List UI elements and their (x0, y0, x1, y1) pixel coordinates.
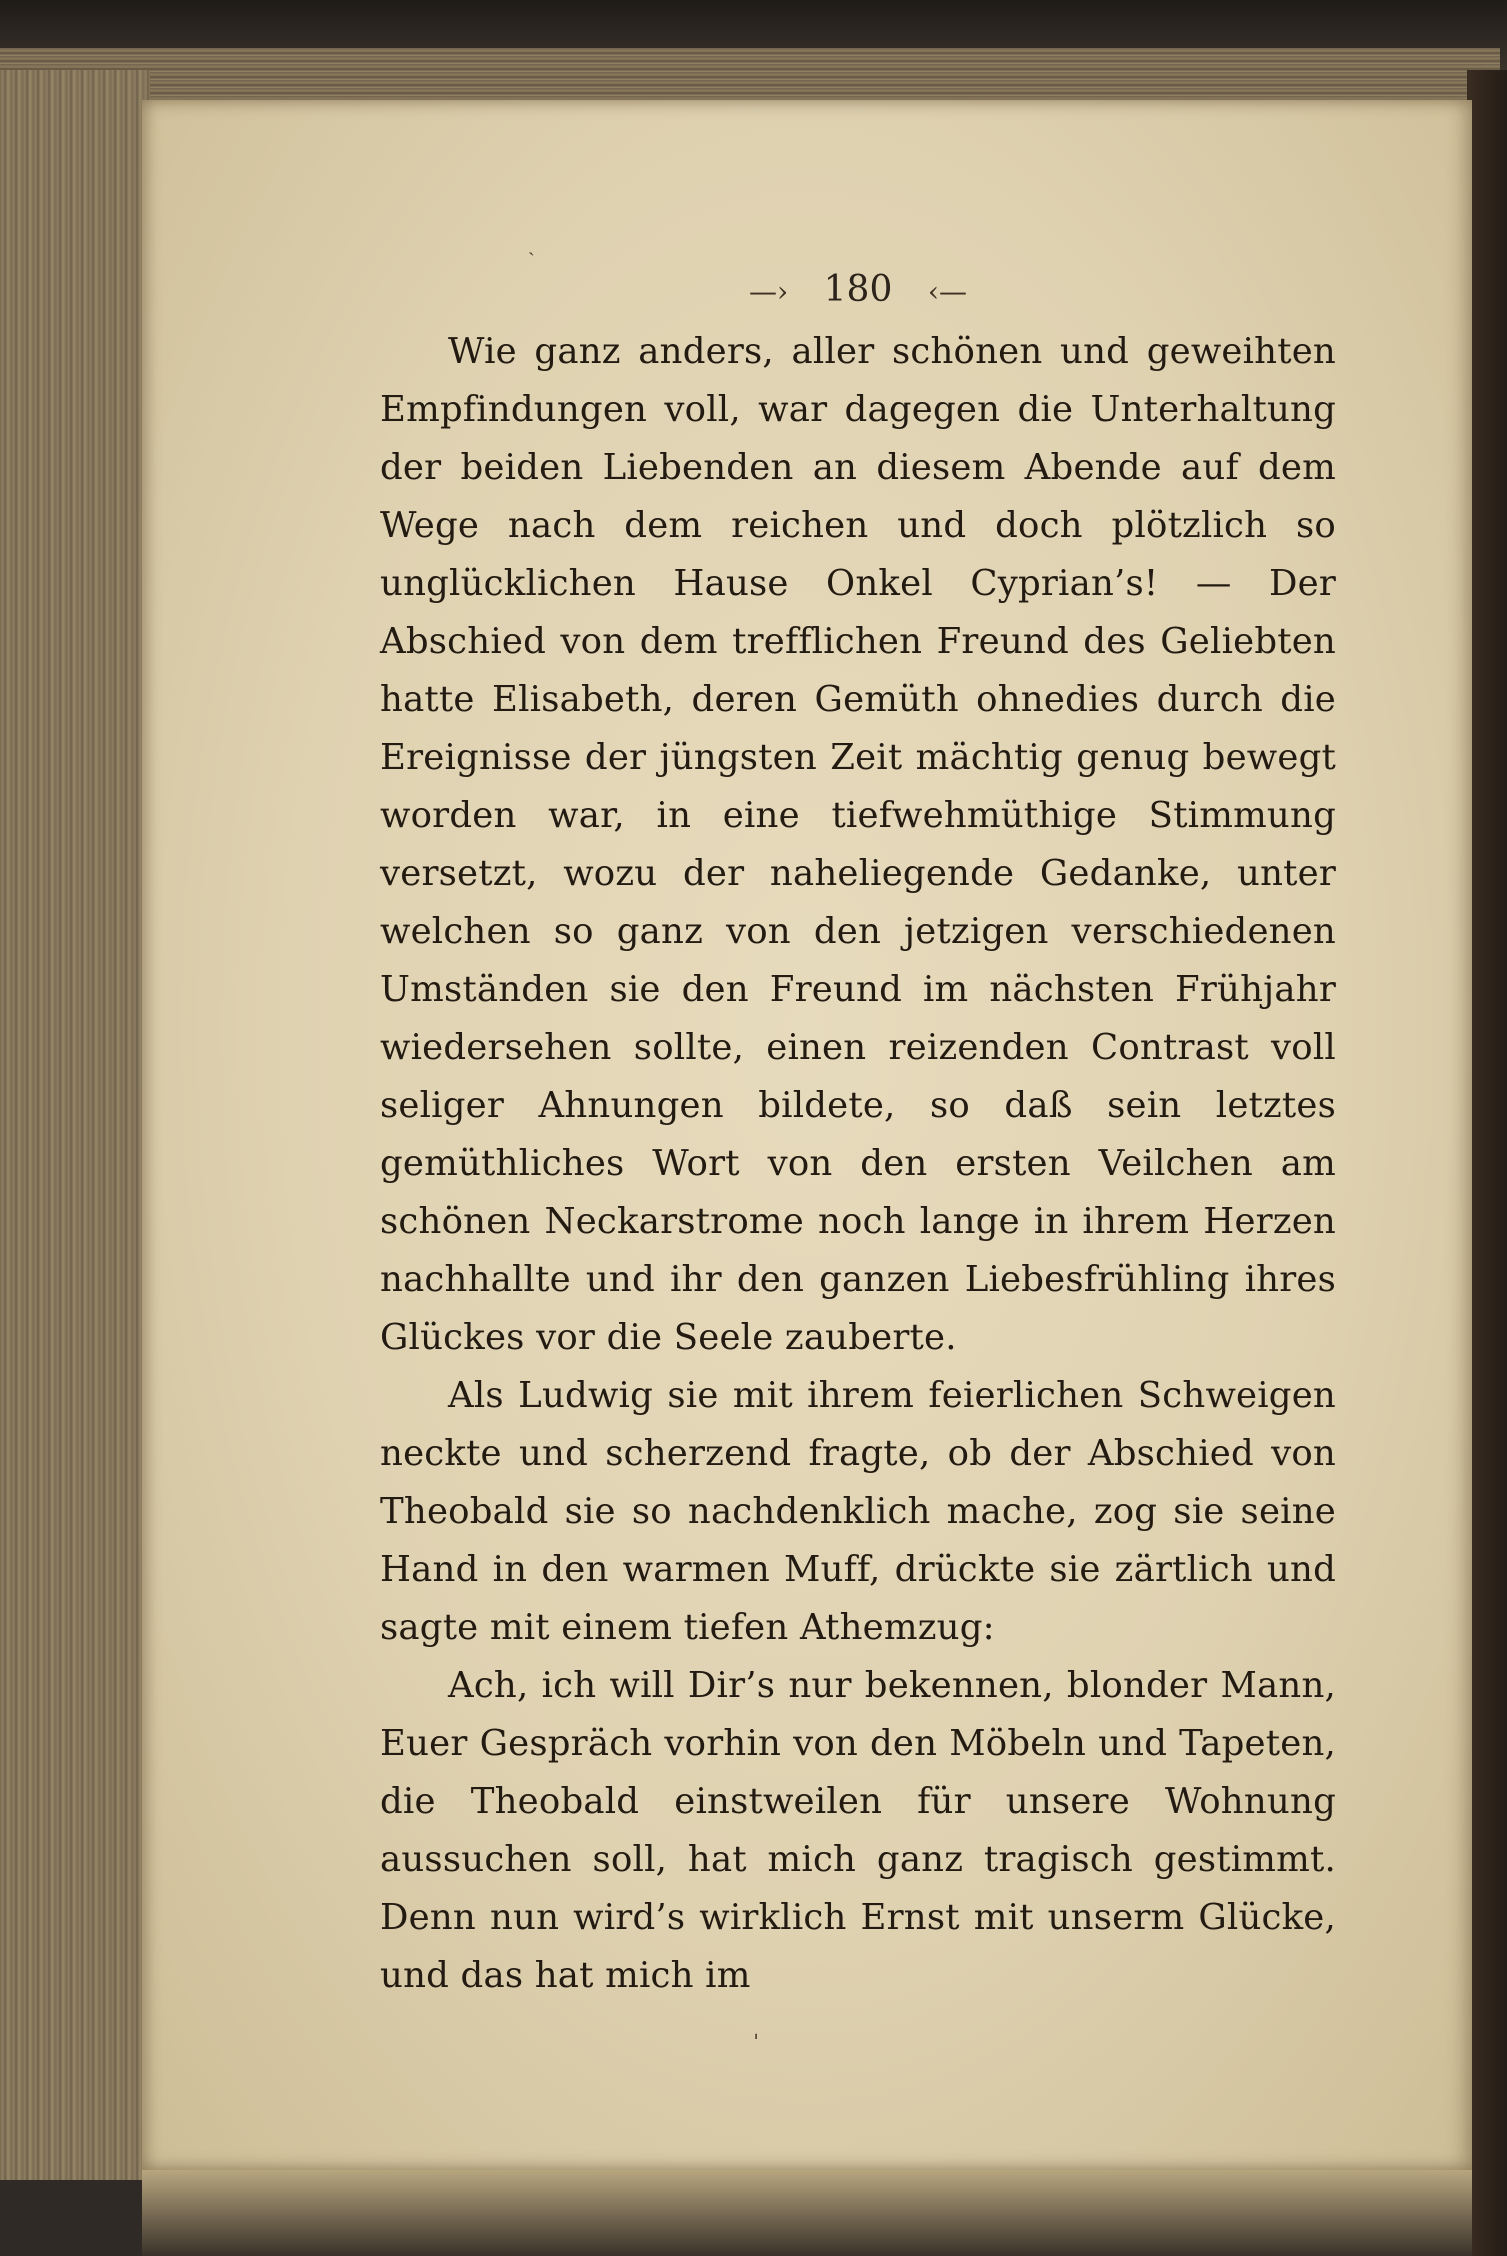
ink-speck: ˎ (528, 232, 535, 256)
paragraph: Als Ludwig sie mit ihrem feierlichen Schweigen neckte und scherzend fragte, ob der Abschied von Theobald sie so nachdenklich mache, zog sie seine Hand in den warmen Muff, drückte sie zärtlich und sagte mit einem tiefen Athemzug: (380, 1375, 1336, 1648)
paragraph: Wie ganz anders, aller schönen und geweihten Empfindungen voll, war dagegen die Unterhaltung der beiden Liebenden an diesem Abende auf dem Wege nach dem reichen und doch plötzlich so unglücklichen Hause Onkel Cyprian’s! — Der Abschied von dem trefflichen Freund des Geliebten hatte Elisabeth, deren Gemüth ohnedies durch die Ereignisse der jüngsten Zeit mächtig genug bewegt worden war, in eine tiefwehmüthige Stimmung versetzt, wozu der naheliegende Gedanke, unter welchen so ganz von den jetzigen verschiedenen Umständen sie den Freund im nächsten Frühjahr wiedersehen sollte, einen reizenden Contrast voll seliger Ahnungen bildete, so daß sein letztes gemüthliches Wort von den ersten Veilchen am schönen Neckarstrome noch lange in ihrem Herzen nachhallte und ihr den ganzen Liebesfrühling ihres Glückes vor die Seele zauberte. (380, 331, 1336, 1358)
page-content (380, 265, 1336, 2005)
paragraph: Ach, ich will Dir’s nur bekennen, blonder Mann, Euer Gespräch vorhin von den Möbeln und Tapeten, die Theobald einstweilen für unsere Wohnung aussuchen soll, hat mich ganz tragisch gestimmt. Denn nun wird’s wirklich Ernst mit unserm Glücke, und das hat mich im (380, 1665, 1336, 1996)
header-right-arrow: ‹— (927, 275, 968, 308)
page-bottom-edge (142, 2170, 1472, 2256)
header-left-arrow: —› (748, 275, 789, 308)
book-spine (1467, 70, 1507, 2256)
page-stack-left (0, 70, 150, 2180)
body-text (380, 323, 1336, 2005)
page-stack-top (0, 48, 1500, 108)
page-number: 180 (823, 269, 893, 310)
page-header (380, 265, 1336, 315)
ink-speck: ˈ (753, 2032, 760, 2057)
